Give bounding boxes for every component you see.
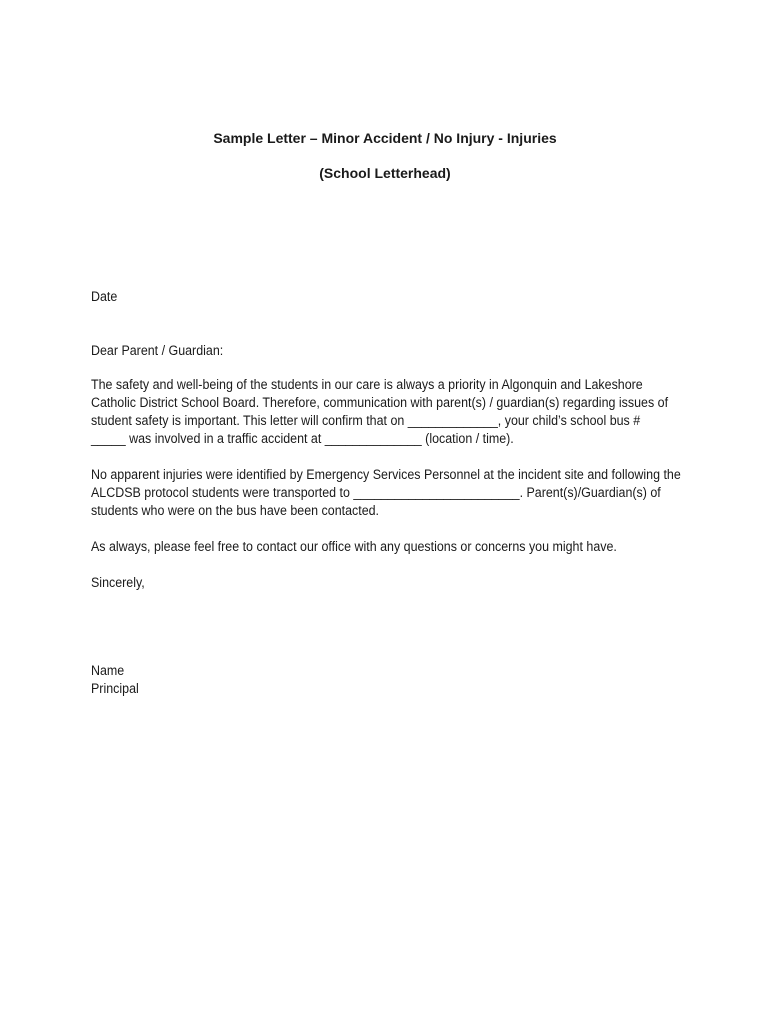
paragraph-line: The safety and well-being of the students in our care is always a priority in Algonquin and Lakeshore	[91, 377, 643, 392]
paragraph-injuries	[91, 466, 681, 520]
signature-name: Name	[91, 663, 125, 678]
paragraph-line: Catholic District School Board. Therefore, communication with parent(s) / guardian(s) regarding issues of	[91, 395, 669, 410]
paragraph-line: students who were on the bus have been contacted.	[91, 503, 380, 518]
paragraph-line: ALCDSB protocol students were transported to ________________________. Parent(s)/Guardian(s) of	[91, 485, 661, 500]
paragraph-contact: As always, please feel free to contact our office with any questions or concerns you might have.	[91, 539, 617, 554]
signature-position: Principal	[91, 681, 139, 696]
signature-block	[91, 662, 649, 698]
date-label: Date	[91, 289, 118, 304]
salutation: Dear Parent / Guardian:	[91, 343, 224, 358]
paragraph-line: No apparent injuries were identified by Emergency Services Personnel at the incident site and following the	[91, 467, 681, 482]
paragraph-line: _____ was involved in a traffic accident at ______________ (location / time).	[91, 431, 514, 446]
closing: Sincerely,	[91, 575, 145, 590]
paragraph-line: student safety is important. This letter will confirm that on _____________, your child’s school bus #	[91, 413, 641, 428]
letter-title: Sample Letter – Minor Accident / No Injury - Injuries	[213, 130, 557, 146]
letterhead-placeholder: (School Letterhead)	[319, 165, 451, 181]
paragraph-safety	[91, 376, 669, 448]
